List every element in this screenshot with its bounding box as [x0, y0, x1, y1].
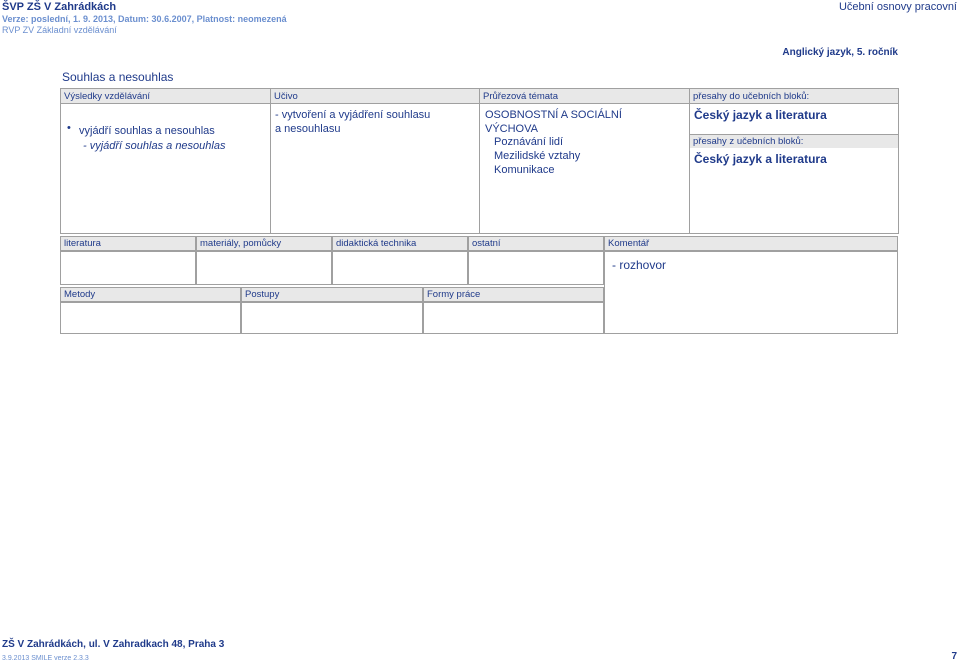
cross-topic-main-2: VÝCHOVA [485, 123, 538, 135]
outcomes-column [61, 104, 271, 233]
outcome-item: vyjádří souhlas a nesouhlas [79, 125, 215, 137]
overlap-from-value: Český jazyk a literatura [694, 152, 827, 166]
komentar-value: - rozhovor [612, 258, 667, 272]
header-cross-topics: Průřezová témata [480, 89, 690, 104]
cell-metody [60, 302, 241, 334]
curriculum-line-2: a nesouhlasu [275, 123, 341, 135]
overlaps-column [690, 104, 898, 233]
footer-address: ZŠ V Zahrádkách, ul. V Zahradkach 48, Praha 3 [2, 639, 225, 650]
header-materialy: materiály, pomůcky [196, 236, 332, 251]
header-overlaps-to: přesahy do učebních bloků: [690, 89, 898, 104]
header-technika: didaktická technika [332, 236, 468, 251]
curriculum-table [60, 88, 899, 234]
school-name: ŠVP ZŠ V Zahrádkách [2, 1, 117, 13]
cell-technika [332, 251, 468, 285]
page-number: 7 [951, 651, 957, 662]
header-metody: Metody [60, 287, 241, 302]
header-komentar: Komentář [604, 236, 898, 251]
cell-komentar [604, 251, 898, 334]
version-line: Verze: poslední, 1. 9. 2013, Datum: 30.6.2007, Platnost: neomezená [2, 14, 287, 24]
header-formy: Formy práce [423, 287, 604, 302]
overlap-to-value: Český jazyk a literatura [694, 108, 827, 122]
footer-software: 3.9.2013 SMILE verze 2.3.3 [2, 655, 89, 662]
subject-title: Anglický jazyk, 5. ročník [782, 47, 898, 58]
document-type: Učební osnovy pracovní [838, 1, 957, 13]
topic-title: Souhlas a nesouhlas [62, 70, 174, 84]
header-curriculum: Učivo [271, 89, 480, 104]
cell-ostatni [468, 251, 604, 285]
header-ostatni: ostatní [468, 236, 604, 251]
curriculum-column [271, 104, 480, 233]
cross-topic-main-1: OSOBNOSTNÍ A SOCIÁLNÍ [485, 109, 622, 121]
cross-topic-item: Mezilidské vztahy [494, 150, 581, 162]
header-outcomes: Výsledky vzdělávání [61, 89, 271, 104]
cell-formy [423, 302, 604, 334]
cell-materialy [196, 251, 332, 285]
curriculum-line-1: - vytvoření a vyjádření souhlasu [275, 109, 431, 121]
cross-topic-item: Komunikace [494, 164, 555, 176]
cross-topic-item: Poznávání lidí [494, 136, 564, 148]
header-literatura: literatura [60, 236, 196, 251]
cell-postupy [241, 302, 423, 334]
header-postupy: Postupy [241, 287, 423, 302]
outcome-subitem: - vyjádří souhlas a nesouhlas [83, 140, 226, 152]
bullet-icon: • [67, 122, 71, 134]
cross-topics-column [480, 104, 690, 233]
overlaps-from-label: přesahy z učebních bloků: [693, 136, 804, 147]
rvp-line: RVP ZV Základní vzdělávání [2, 25, 117, 35]
cell-literatura [60, 251, 196, 285]
